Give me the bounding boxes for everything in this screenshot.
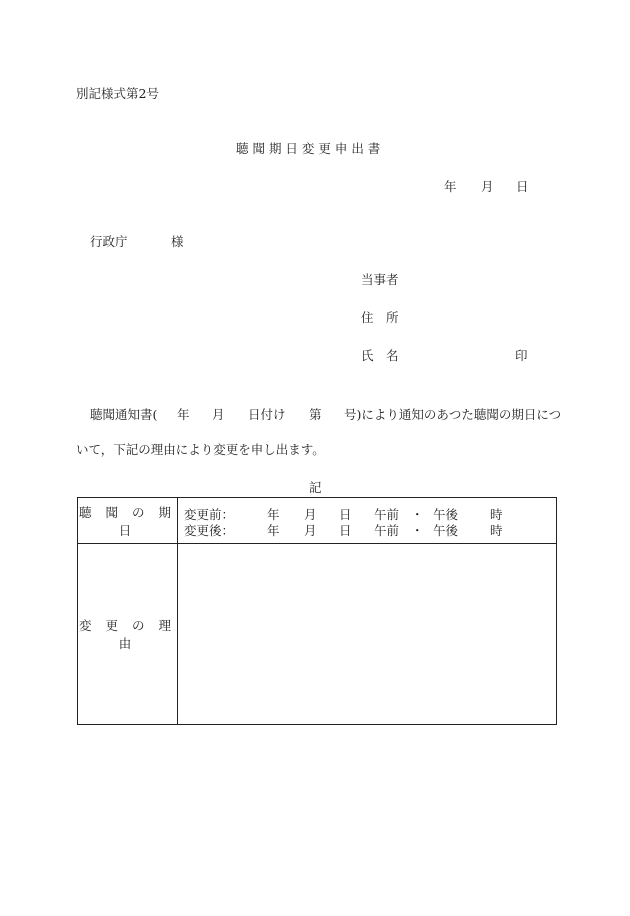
date-lines	[178, 504, 556, 538]
reason-row	[78, 544, 557, 725]
date-year-label: 年	[444, 179, 457, 194]
after-label: 変更後：	[184, 522, 235, 538]
body-line1-year: 年	[177, 407, 190, 422]
hearing-date-row	[78, 498, 557, 544]
body-line1-day-dated: 日付け	[248, 407, 286, 422]
name-label: 氏 名	[361, 348, 399, 363]
after-month: 月	[304, 522, 317, 538]
after-pm: 午後	[433, 522, 459, 538]
party-label: 当事者	[361, 272, 399, 287]
body-line1-rest: 号)により通知のあつた聴聞の期日につ	[344, 407, 562, 422]
hearing-date-label: 聴 聞 の 期 日	[78, 498, 178, 544]
body-line2: いて，下記の理由により変更を申し出ます。	[76, 442, 325, 457]
date-day-label: 日	[516, 179, 529, 194]
after-am: 午前	[374, 522, 400, 538]
reason-label: 変 更 の 理 由	[78, 544, 178, 725]
document-title: 聴 聞 期 日 変 更 申 出 書	[236, 141, 381, 156]
seal-label: 印	[515, 348, 528, 363]
ki-label: 記	[309, 480, 322, 495]
addressee-honorific: 様	[171, 234, 184, 249]
body-line1-lead: 聴聞通知書(	[90, 407, 158, 422]
before-dot: ・	[411, 506, 424, 522]
after-hour: 時	[490, 522, 503, 538]
after-day: 日	[339, 522, 352, 538]
before-year: 年	[267, 506, 280, 522]
form-number: 別記様式第2号	[76, 86, 159, 101]
change-request-table	[77, 497, 557, 725]
before-am: 午前	[374, 506, 400, 522]
hearing-date-cell	[178, 498, 557, 544]
body-line1-dai: 第	[309, 407, 322, 422]
after-dot: ・	[411, 522, 424, 538]
before-label: 変更前：	[184, 506, 235, 522]
before-day: 日	[339, 506, 352, 522]
body-line1-month: 月	[212, 407, 225, 422]
date-month-label: 月	[481, 179, 494, 194]
before-hour: 時	[490, 506, 503, 522]
address-label: 住 所	[361, 310, 399, 325]
before-pm: 午後	[433, 506, 459, 522]
after-year: 年	[267, 522, 280, 538]
addressee-agency: 行政庁	[90, 234, 128, 249]
reason-cell[interactable]	[178, 544, 557, 725]
before-month: 月	[304, 506, 317, 522]
